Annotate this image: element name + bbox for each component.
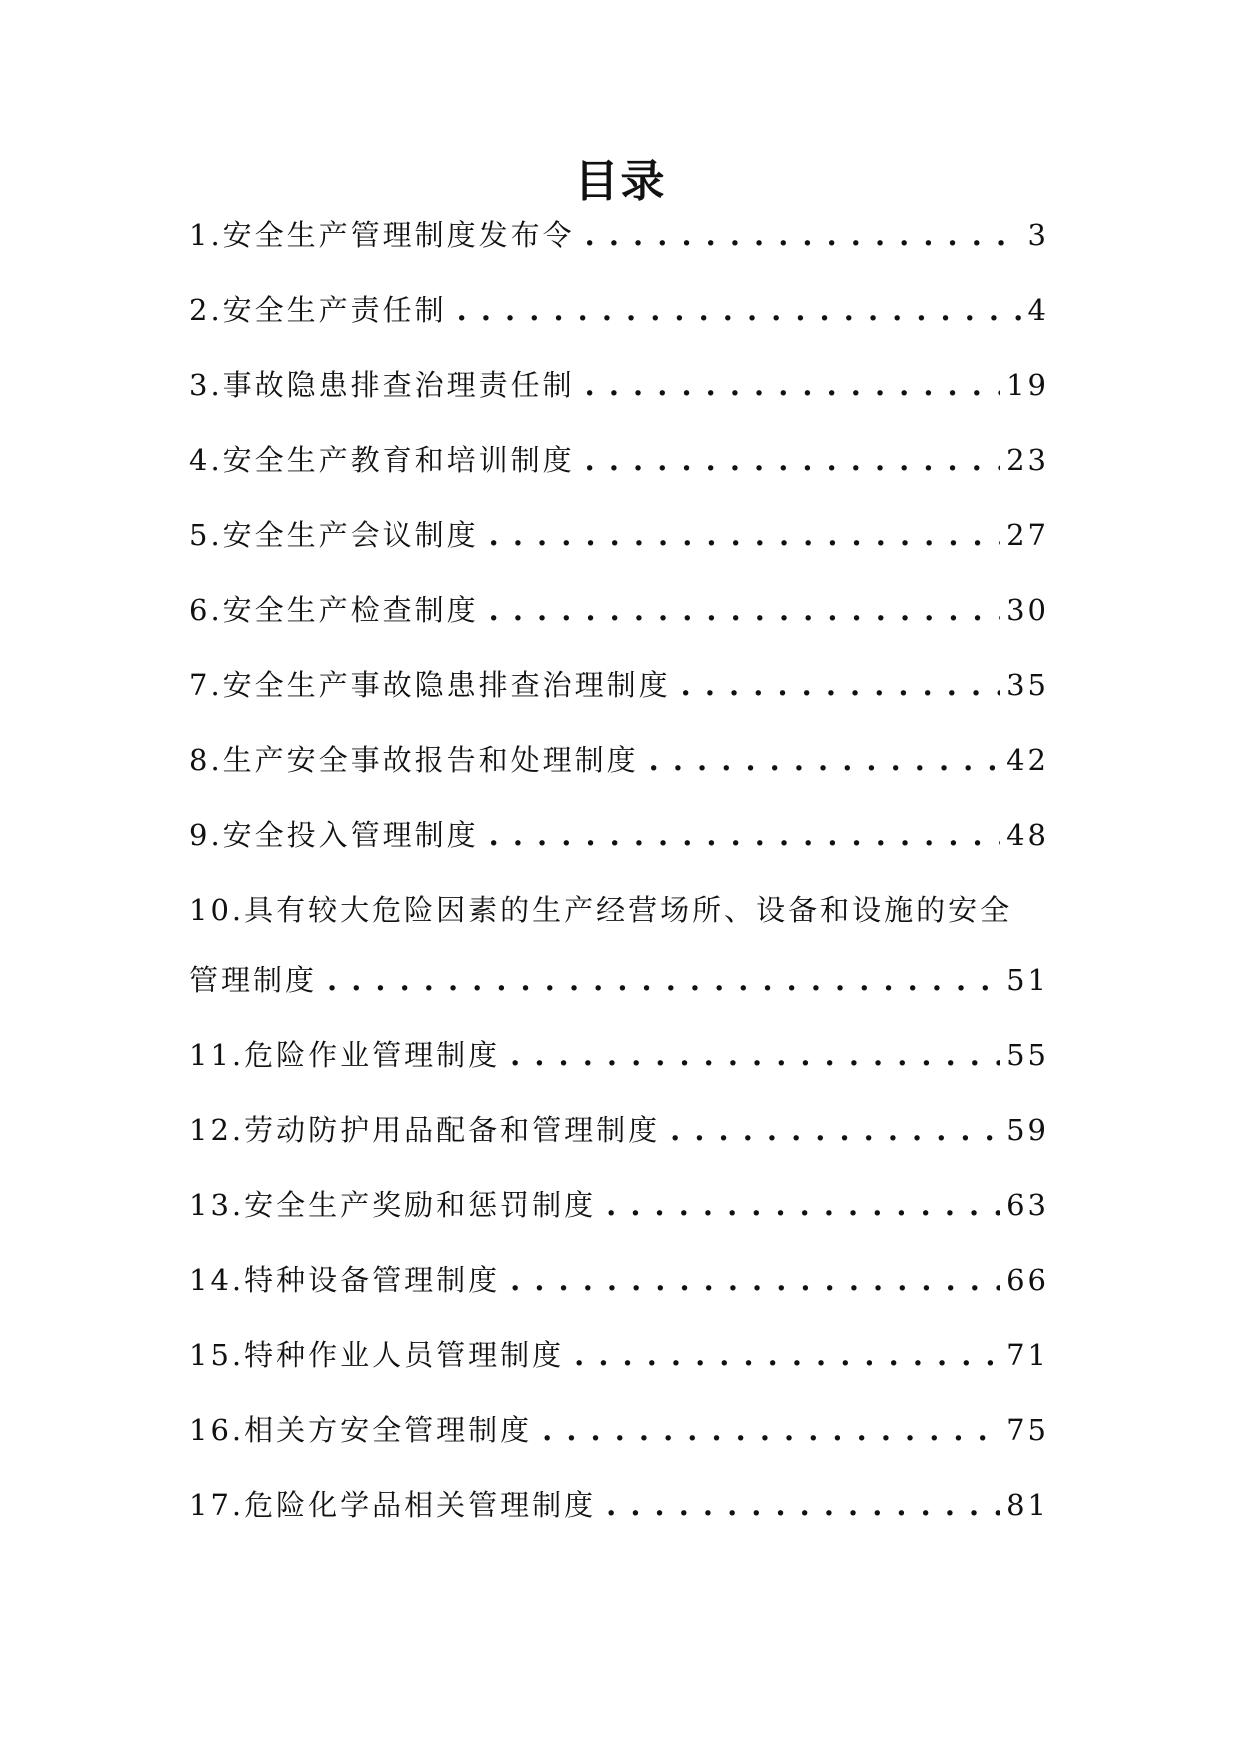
toc-entry[interactable] — [189, 217, 1049, 254]
toc-entry[interactable] — [189, 1412, 1049, 1449]
toc-entry-page: 81 — [1006, 1488, 1049, 1522]
dot-leader — [649, 742, 1000, 779]
dot-leader — [606, 1187, 1000, 1224]
toc-entry-label: 4.安全生产教育和培训制度 — [189, 443, 575, 477]
toc-entry-page: 35 — [1006, 668, 1049, 702]
dot-leader — [457, 292, 1022, 329]
toc-entry-label: 12.劳动防护用品配备和管理制度 — [189, 1113, 661, 1147]
toc-entry[interactable] — [189, 592, 1049, 629]
toc-entry-page: 30 — [1006, 593, 1049, 627]
toc-entry-label-line1: 10.具有较大危险因素的生产经营场所、设备和设施的安全 — [189, 893, 1013, 927]
dot-leader — [489, 817, 1000, 854]
toc-entry[interactable] — [189, 1262, 1049, 1299]
toc-entry-page: 75 — [1006, 1413, 1049, 1447]
dot-leader — [681, 667, 1000, 704]
toc-entry-page: 59 — [1006, 1113, 1049, 1147]
dot-leader — [510, 1262, 1000, 1299]
dot-leader — [606, 1487, 1000, 1524]
toc-entry-label: 7.安全生产事故隐患排查治理制度 — [189, 668, 671, 702]
toc-entry-label: 9.安全投入管理制度 — [189, 818, 479, 852]
toc-entry-label: 13.安全生产奖励和惩罚制度 — [189, 1188, 597, 1222]
toc-entry-label: 11.危险作业管理制度 — [189, 1038, 501, 1072]
toc-entry[interactable] — [189, 817, 1049, 854]
dot-leader — [585, 442, 1000, 479]
toc-entry[interactable] — [189, 517, 1049, 554]
toc-entry[interactable] — [189, 742, 1049, 779]
toc-entry-page: 55 — [1006, 1038, 1049, 1072]
dot-leader — [489, 517, 1000, 554]
toc-entry[interactable] — [189, 892, 1049, 999]
toc-list — [189, 217, 1049, 1562]
dot-leader — [585, 217, 1022, 254]
toc-entry-label: 14.特种设备管理制度 — [189, 1263, 501, 1297]
dot-leader — [574, 1337, 1000, 1374]
toc-entry-page: 4 — [1027, 293, 1049, 327]
dot-leader — [489, 592, 1000, 629]
toc-entry[interactable] — [189, 1112, 1049, 1149]
toc-entry-page: 63 — [1006, 1188, 1049, 1222]
toc-entry-label: 3.事故隐患排查治理责任制 — [189, 368, 575, 402]
toc-entry[interactable] — [189, 292, 1049, 329]
toc-entry[interactable] — [189, 442, 1049, 479]
toc-entry-page: 51 — [1006, 963, 1049, 997]
toc-entry-label: 16.相关方安全管理制度 — [189, 1413, 533, 1447]
toc-entry[interactable] — [189, 1037, 1049, 1074]
toc-entry[interactable] — [189, 667, 1049, 704]
toc-entry-label: 8.生产安全事故报告和处理制度 — [189, 743, 639, 777]
toc-entry[interactable] — [189, 1337, 1049, 1374]
toc-entry-label: 5.安全生产会议制度 — [189, 518, 479, 552]
toc-entry[interactable] — [189, 1487, 1049, 1524]
toc-entry-page: 66 — [1006, 1263, 1049, 1297]
toc-entry-page: 3 — [1027, 218, 1049, 252]
toc-entry-label: 6.安全生产检查制度 — [189, 593, 479, 627]
toc-entry-page: 42 — [1006, 743, 1049, 777]
dot-leader — [670, 1112, 1000, 1149]
toc-entry-page: 19 — [1006, 368, 1049, 402]
toc-entry-line2 — [189, 962, 1049, 999]
toc-entry-label: 2.安全生产责任制 — [189, 293, 447, 327]
toc-entry-label-line2: 管理制度 — [189, 963, 318, 997]
dot-leader — [510, 1037, 1000, 1074]
toc-entry[interactable] — [189, 367, 1049, 404]
toc-entry-page: 23 — [1006, 443, 1049, 477]
toc-entry-label: 1.安全生产管理制度发布令 — [189, 218, 575, 252]
toc-entry-label: 15.特种作业人员管理制度 — [189, 1338, 565, 1372]
toc-entry[interactable] — [189, 1187, 1049, 1224]
toc-entry-page: 27 — [1006, 518, 1049, 552]
dot-leader — [585, 367, 1000, 404]
dot-leader — [327, 962, 1000, 999]
toc-title: 目录 — [574, 156, 667, 207]
toc-entry-label: 17.危险化学品相关管理制度 — [189, 1488, 597, 1522]
toc-entry-page: 71 — [1006, 1338, 1049, 1372]
toc-entry-page: 48 — [1006, 818, 1049, 852]
dot-leader — [542, 1412, 1000, 1449]
